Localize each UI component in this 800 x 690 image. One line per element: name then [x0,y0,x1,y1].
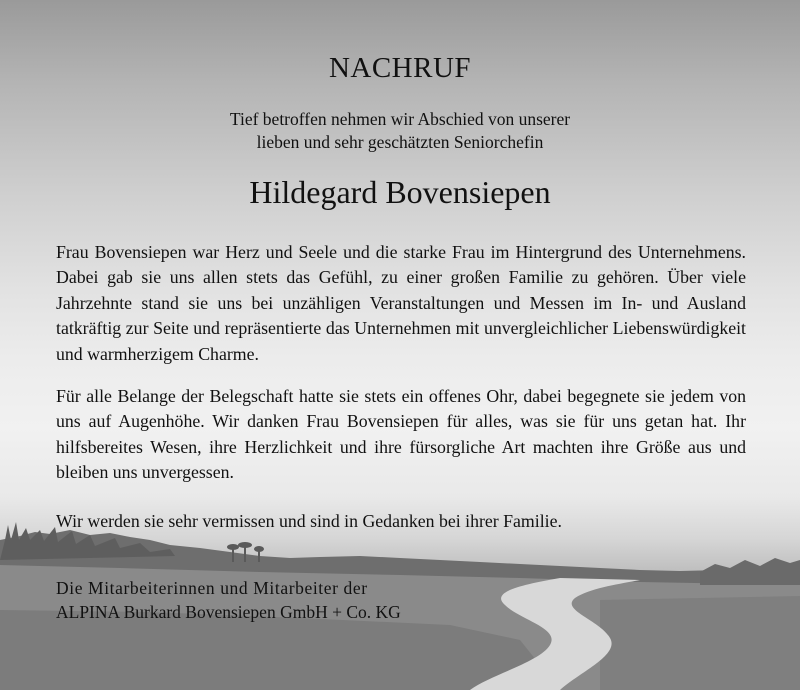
signature-block [56,576,401,624]
intro-line-2: lieben und sehr geschätzten Seniorchefin [256,132,544,152]
paragraph-2: Für alle Belange der Belegschaft hatte sie stets ein offenes Ohr, dabei begegnete sie jedem von uns auf Augenhöhe. Wir danken Frau Bovensiepen für alles, was sie für uns getan hat. Ihr hilfsbereites Wesen, ihre Herzlichkeit und ihre fürsorgliche Art machten ihre Größe aus und bleiben uns unvergessen. [56,386,746,483]
signature-line-1: Die Mitarbeiterinnen und Mitarbeiter der [56,578,368,598]
intro-line-1: Tief betroffen nehmen wir Abschied von unserer [229,109,571,129]
signature-line-2: ALPINA Burkard Bovensiepen GmbH + Co. KG [56,602,401,622]
paragraph-3: Wir werden sie sehr vermissen und sind in Gedanken bei ihrer Familie. [56,511,562,531]
notice-title: NACHRUF [328,52,472,84]
deceased-name: Hildegard Bovensiepen [249,174,551,210]
intro-text [0,108,800,154]
paragraph-1: Frau Bovensiepen war Herz und Seele und die starke Frau im Hintergrund des Unternehmens. Dabei gab sie uns allen stets das Gefühl, zu einer großen Familie zu gehören. Über viele Jahrzehnte stand sie uns bei unzähligen Veranstaltungen und Messen im In- und Ausland tatkräftig zur Seite und repräsentierte das Unternehmen mit unvergleichlicher Liebenswürdigkeit und warmherzigem Charme. [56,242,746,364]
